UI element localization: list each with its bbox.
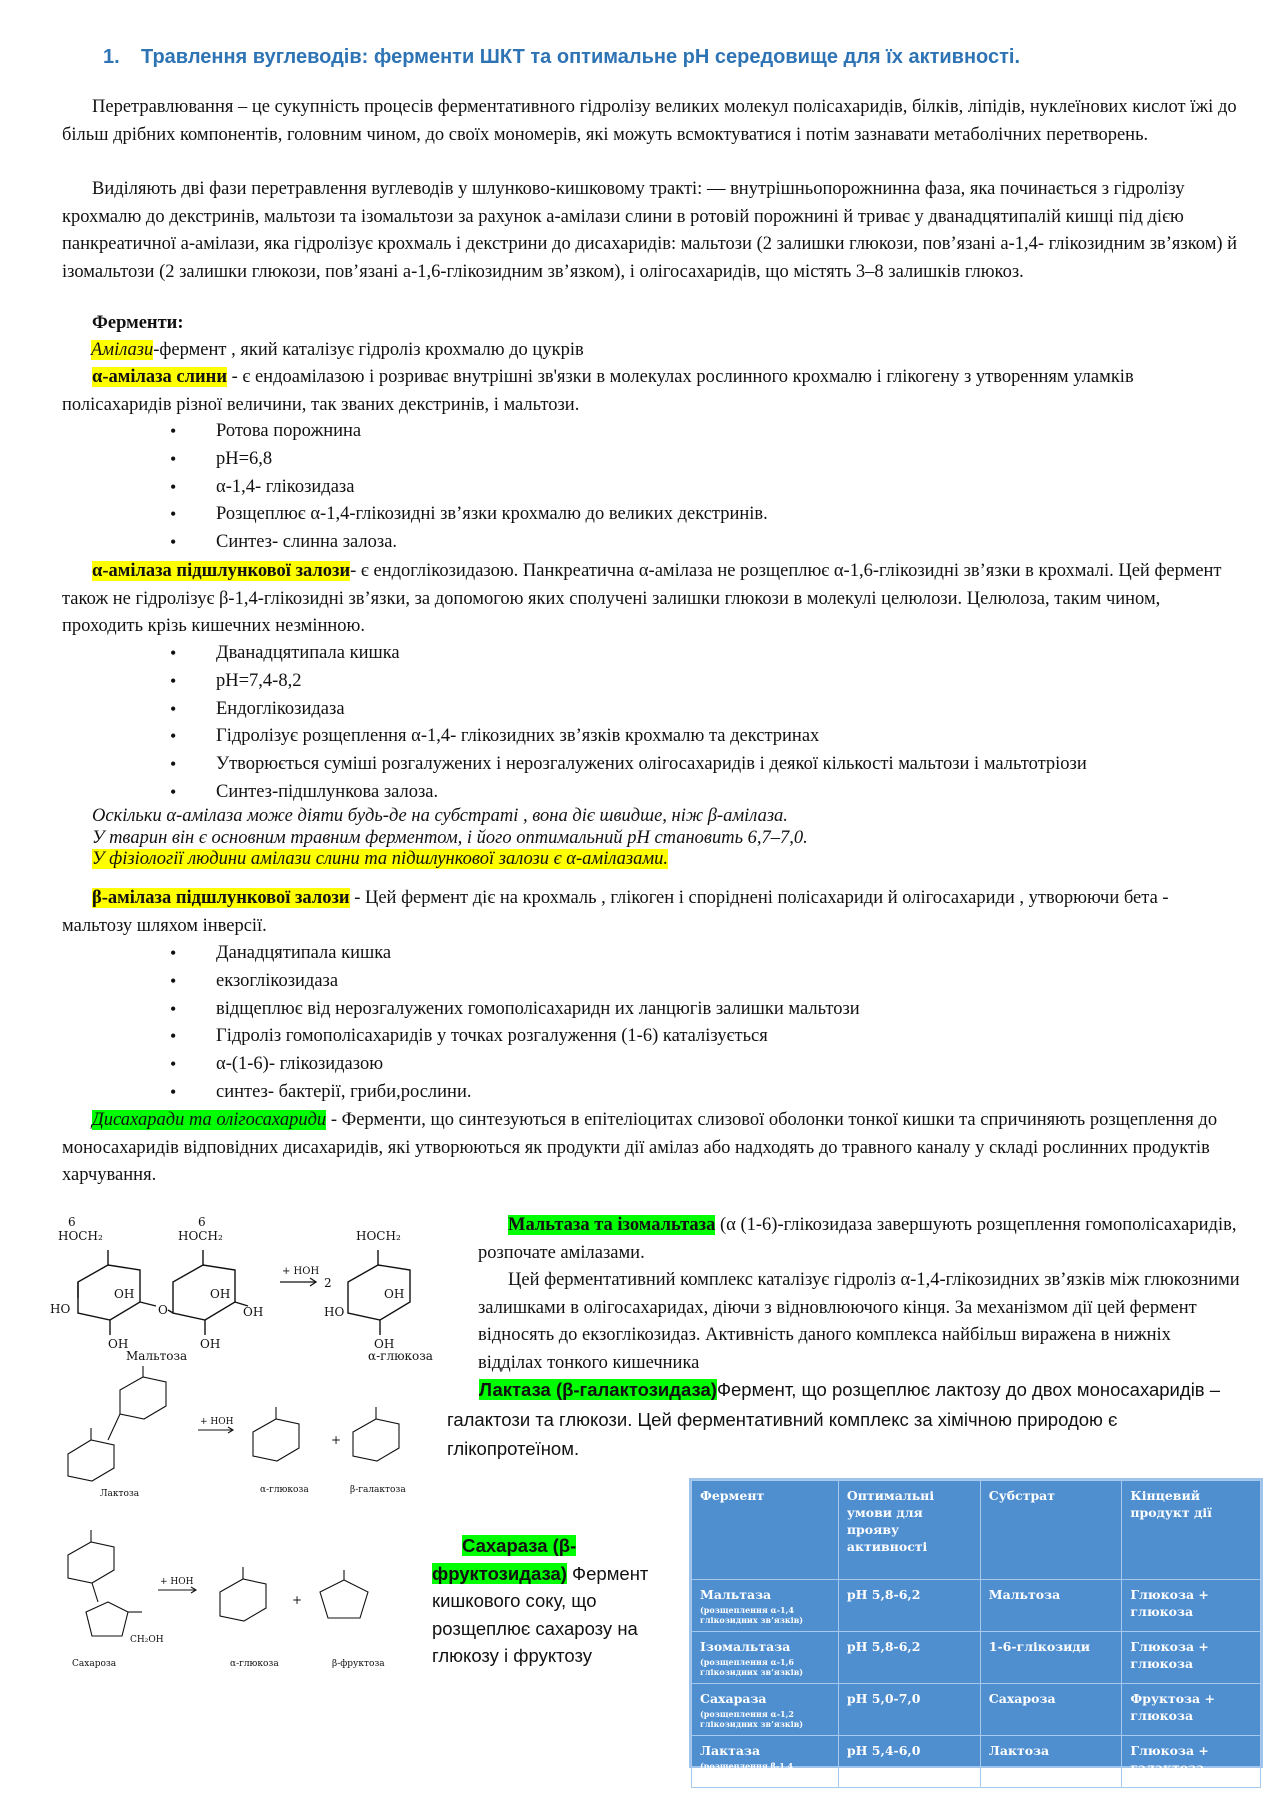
sucrose-glucose-ring: [68, 1530, 114, 1602]
lactose-ring-1: [108, 1366, 166, 1440]
table-row: [692, 1580, 1261, 1632]
table-cell: pH 5,8-6,2: [838, 1632, 980, 1684]
list-item: • Утворюється суміші розгалужених і нерозгалужених олігосахаридів і деякої кількості мальтози і мальтотріози: [170, 751, 1087, 779]
maltase-term: Мальтаза та ізомальтаза: [508, 1215, 716, 1235]
table-cell: [692, 1632, 839, 1684]
sucrose-reagent-label: + НОН: [160, 1577, 194, 1587]
pancreatic-amylase-list: [170, 640, 1087, 807]
table-header-cell: Субстрат: [980, 1481, 1122, 1580]
intro-paragraph-1: Перетравлювання – це сукупність процесів ферментативного гідролізу великих молекул полісахаридів, білків, ліпідів, нуклеїнових кислот їжі до більш дрібних компонентів, головним чином, до своїх мономерів, які можуть всмоктуватися і потім зазнавати метаболічних перетворень.: [62, 97, 1237, 145]
saliva-amylase-term: α-амілаза слини: [92, 367, 227, 387]
beta-galactose-ring: [353, 1407, 399, 1461]
enzyme-name: Мальтаза: [700, 1587, 772, 1602]
list-item: • екзоглікозидаза: [170, 968, 860, 996]
maltose-reagent-label: + НОН: [282, 1266, 320, 1277]
saliva-amylase-text: - є ендоамілазою і розриває внутрішні зв'язки в молекулах рослинного крохмалю і глікогену з утворенням уламків полісахаридів різної величини, так званих декстринів, і мальтози.: [62, 367, 1134, 415]
maltose-group-label: HOCH₂: [178, 1229, 223, 1243]
table-cell: pH 5,0-7,0: [838, 1684, 980, 1736]
beta-amylase-list: [170, 940, 860, 1107]
table-cell: Глюкоза + галактоза: [1122, 1736, 1261, 1788]
enzyme-note: (розщеплення β-1,4 глікозидних зв’язків): [700, 1761, 804, 1781]
table-row: [692, 1632, 1261, 1684]
table-row: [692, 1684, 1261, 1736]
italic-note: Оскільки α-амілаза може діяти будь-де на субстраті , вона діє швидше, ніж β-амілаза.: [92, 806, 788, 826]
sucrase-text: Фермент кишкового соку, що розщеплює сахарозу на глюкозу і фруктозу: [432, 1562, 649, 1666]
maltose-oh-label: OH: [210, 1287, 231, 1301]
list-item: • Гідроліз гомополісахаридів у точках розгалуження (1-6) каталізується: [170, 1023, 860, 1051]
table-cell: [692, 1580, 839, 1632]
alpha-glucose-group-label: HOCH₂: [356, 1229, 401, 1243]
pancreatic-amylase-paragraph: [62, 558, 1240, 641]
list-item: • Синтез-підшлункова залоза.: [170, 779, 1087, 807]
pancreatic-amylase-term: α-амілаза підшлункової залози: [92, 561, 351, 581]
beta-amylase-term: β-амілаза підшлункової залози: [92, 888, 350, 908]
maltose-coefficient: 2: [324, 1276, 332, 1290]
lactose-product2-label: β-галактоза: [350, 1485, 406, 1495]
sucrose-substrate-label: Сахароза: [72, 1659, 117, 1669]
enzyme-name: Лактаза: [700, 1743, 761, 1758]
maltose-oh-label: OH: [243, 1305, 264, 1319]
list-item: • Ендоглікозидаза: [170, 696, 1087, 724]
list-item: • синтез- бактерії, гриби,рослини.: [170, 1079, 860, 1107]
sucrose-ch2oh-label: CH₂OH: [130, 1635, 164, 1645]
maltose-ring-2: [168, 1250, 248, 1335]
table-cell: Лактоза: [980, 1736, 1122, 1788]
alpha-glucose-ho-label: HO: [324, 1305, 345, 1319]
lactose-hydrolysis-figure: [48, 1362, 438, 1502]
enzyme-note: (розщеплення α-1,6 глікозидних зв’язків): [700, 1657, 804, 1677]
maltose-reaction-arrow: [280, 1278, 316, 1286]
maltose-oh-label: OH: [200, 1337, 221, 1351]
lactase-paragraph: [447, 1376, 1240, 1465]
disaccharidases-text: - Ферменти, що синтезуються в епітеліоцитах слизової оболонки тонкої кишки та спричиняють розщеплення до моносахаридів відповідних дисахаридів, які утворюються як продукти дії амілаз або надходять до травного каналу у складі рослинних продуктів харчування.: [62, 1110, 1218, 1185]
table-cell: 1-6-глікозиди: [980, 1632, 1122, 1684]
beta-fructose-ring: [320, 1570, 368, 1618]
maltose-oh-label: OH: [114, 1287, 135, 1301]
amylases-term: Амілази: [91, 340, 154, 360]
amylases-line: [91, 337, 1241, 365]
table-cell: Мальтоза: [980, 1580, 1122, 1632]
italic-notes: [92, 806, 1242, 871]
list-item: • Ротова порожнина: [170, 418, 768, 446]
lactose-reagent-label: + НОН: [200, 1417, 234, 1427]
disaccharidases-paragraph: [62, 1107, 1240, 1190]
maltase-paragraph: [478, 1212, 1240, 1377]
maltose-carbon6-label: 6: [198, 1215, 206, 1229]
lactose-ring-2: [68, 1428, 114, 1481]
list-item: • α-(1-6)- глікозидазою: [170, 1051, 860, 1079]
list-item: • Синтез- слинна залоза.: [170, 529, 768, 557]
table-cell: Глюкоза + глюкоза: [1122, 1632, 1261, 1684]
maltase-text: (α (1-6)-глікозидаза завершують розщеплення гомополісахаридів, розпочате амілазами.: [478, 1215, 1237, 1263]
alpha-glucose-oh-label: OH: [384, 1287, 405, 1301]
maltose-group-label: HOCH₂: [58, 1229, 103, 1243]
table-cell: Фруктоза + глюкоза: [1122, 1684, 1261, 1736]
heading-title: Травлення вуглеводів: ферменти ШКТ та оптимальне рН середовище для їх активності.: [141, 46, 1021, 68]
list-item: • pH=6,8: [170, 446, 768, 474]
table-cell: Сахароза: [980, 1684, 1122, 1736]
enzyme-name: Сахараза: [700, 1691, 767, 1706]
sucrose-plus: +: [292, 1593, 303, 1607]
sucrose-product1-label: α-глюкоза: [230, 1659, 279, 1669]
table-header-cell: Фермент: [692, 1481, 839, 1580]
maltose-substrate-label: Мальтоза: [126, 1349, 188, 1360]
italic-note: У тварин він є основним травним ферментом, і його оптимальний pH становить 6,7–7,0.: [92, 827, 808, 848]
list-item: • Гідролізує розщеплення α-1,4- глікозидних зв’язків крохмалю та декстринах: [170, 723, 1087, 751]
maltose-link-o-label: O: [158, 1303, 168, 1317]
sucrose-hydrolysis-figure: [48, 1520, 428, 1672]
saliva-amylase-list: [170, 418, 768, 557]
enzyme-note: (розщеплення α-1,2 глікозидних зв’язків): [700, 1709, 804, 1729]
maltose-oh-label: OH: [108, 1337, 129, 1351]
maltase-text-2: Цей ферментативний комплекс каталізує гідроліз α-1,4-глікозидних зв’язків між глюкозними залишками в олігосахаридах, діючи з відновлюючого кінця. За механізмом дії цей фермент відносять до екзоглікозидаз. Активність даного комплекса найбільш виражена в нижніх відділах тонкого кишечника: [478, 1270, 1240, 1373]
intro-paragraph-2: Виділяють дві фази перетравлення вуглеводів у шлунково-кишковому тракті: — внутрішньопорожнинна фаза, яка починається з гідролізу крохмалю до декстринів, мальтози та ізомальтози за рахунок а-амілази слини в ротовій порожнині й триває у дванадцятипалій кишці під дією панкреатичної а-амілази, яка гідролізує крохмаль і декстрини до дисахаридів: мальтози (2 залишки глюкози, пов’язані а-1,4- глікозидним зв’язком) й ізомальтози (2 залишки глюкози, пов’язані а-1,6-глікозидним зв’язком), і олігосахаридів, що містять 3–8 залишків глюкоз.: [62, 179, 1238, 282]
lactose-substrate-label: Лактоза: [100, 1489, 140, 1499]
table-cell: [692, 1736, 839, 1788]
sucrase-term-line1: Сахараза (β-: [462, 1535, 577, 1556]
enzyme-note: (розщеплення α-1,4 глікозидних зв’язків): [700, 1605, 804, 1625]
amylases-text: -фермент , який каталізує гідроліз крохмалю до цукрів: [153, 340, 584, 360]
italic-note: У фізіології людини амілази слини та підшлункової залози є α-амілазами.: [92, 849, 669, 869]
table-cell: pH 5,4-6,0: [838, 1736, 980, 1788]
list-item: • Розщеплює α-1,4-глікозидні зв’язки крохмалю до великих декстринів.: [170, 501, 768, 529]
list-item: • α-1,4- глікозидаза: [170, 474, 768, 502]
alpha-glucose-ring: [253, 1407, 299, 1461]
enzymes-heading: Ферменти:: [92, 313, 184, 333]
maltose-product-label: α-глюкоза: [368, 1349, 433, 1360]
enzyme-table: [689, 1478, 1263, 1781]
lactose-plus: +: [331, 1433, 342, 1447]
maltose-hydrolysis-figure: [48, 1210, 448, 1360]
saliva-amylase-paragraph: [62, 364, 1240, 419]
table-cell: [692, 1684, 839, 1736]
sucrose-product2-label: β-фруктоза: [332, 1659, 385, 1669]
list-item: • pH=7,4-8,2: [170, 668, 1087, 696]
maltose-ho-label: HO: [50, 1302, 71, 1316]
heading-number: 1.: [103, 46, 120, 68]
table-header-cell: Оптимальні умови для прояву активності: [838, 1481, 980, 1580]
lactase-term: Лактаза (β-галактозидаза): [479, 1379, 717, 1400]
sucrose-reaction-arrow: [158, 1587, 196, 1593]
list-item: • Данадцятипала кишка: [170, 940, 860, 968]
table-header-cell: Кінцевий продукт дії: [1122, 1481, 1261, 1580]
sucrase-term-line2: фруктозидаза): [432, 1562, 567, 1584]
lactose-product1-label: α-глюкоза: [260, 1485, 309, 1495]
section-heading: [103, 46, 1203, 69]
table-row: [692, 1736, 1261, 1788]
list-item: • Дванадцятипала кишка: [170, 640, 1087, 668]
alpha-glucose-oh-label: OH: [374, 1337, 395, 1351]
enzyme-name: Ізомальтаза: [700, 1639, 791, 1654]
sucrase-paragraph: [432, 1532, 662, 1670]
lactose-reaction-arrow: [198, 1427, 233, 1433]
table-cell: Глюкоза + глюкоза: [1122, 1580, 1261, 1632]
alpha-glucose-ring: [220, 1567, 266, 1621]
sucrose-fructose-ring: [86, 1602, 142, 1636]
table-cell: pH 5,8-6,2: [838, 1580, 980, 1632]
lactase-text: Фермент, що розщеплює лактозу до двох моносахаридів – галактози та глюкози. Цей ферментативний комплекс за хімічною природою є глікопротеїном.: [447, 1379, 1221, 1459]
pancreatic-amylase-text: - є ендоглікозидазою. Панкреатична α-амілаза не розщеплює α-1,6-глікозидні зв’язки в крохмалі. Цей фермент також не гідролізує β-1,4-глікозидні зв’язки, за допомогою яких сполучені залишки глюкози в молекулі целюлози. Целюлоза, таким чином, проходить крізь кишечних незмінною.: [62, 561, 1222, 636]
maltose-carbon6-label: 6: [68, 1215, 76, 1229]
disaccharidases-term: Дисахаради та олігосахариди: [92, 1110, 327, 1130]
table-header-row: [692, 1481, 1261, 1580]
beta-amylase-text: - Цей фермент діє на крохмаль , глікоген і споріднені полісахариди й олігосахариди , утворюючи бета - мальтозу шляхом інверсії.: [62, 888, 1169, 936]
beta-amylase-paragraph: [62, 885, 1240, 940]
list-item: • відщеплює від нерозгалужених гомополісахаридн их ланцюгів залишки мальтози: [170, 996, 860, 1024]
